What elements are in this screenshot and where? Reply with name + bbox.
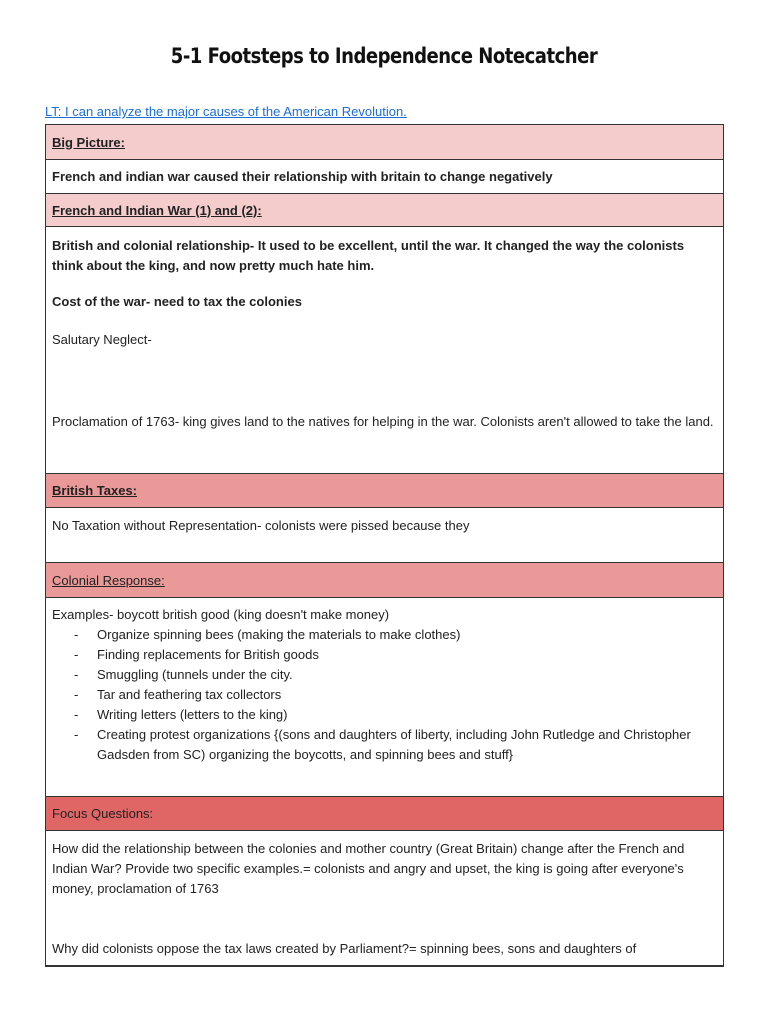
colonial-response-cell[interactable]: [46, 597, 723, 796]
big-picture-cell[interactable]: French and indian war caused their relationship with britain to change negatively: [46, 159, 723, 193]
page-title: 5-1 Footsteps to Independence Notecatcher: [170, 44, 598, 68]
list-item: - Tar and feathering tax collectors: [74, 685, 717, 705]
focus-q2-text: Why did colonists oppose the tax laws created by Parliament?= spinning bees, sons and daughters of: [52, 941, 637, 956]
list-item: - Creating protest organizations {(sons and daughters of liberty, including John Rutledge and Christopher Gadsden from SC) organizing the boycotts, and spinning bees and stuff}: [74, 725, 717, 765]
british-taxes-header: British Taxes:: [46, 473, 723, 507]
fiw-proclamation-text: Proclamation of 1763- king gives land to the natives for helping in the war. Colonists aren't allowed to take the land.: [52, 414, 714, 429]
big-picture-header: Big Picture:: [46, 125, 723, 159]
list-item: - Smuggling (tunnels under the city.: [74, 665, 717, 685]
taxes-text: No Taxation without Representation- colonists were pissed because they: [52, 518, 470, 533]
fiw-salutary-text: Salutary Neglect-: [52, 332, 152, 347]
response-list: [74, 625, 717, 765]
colonial-response-header: Colonial Response:: [46, 562, 723, 597]
fiw-cost-text: Cost of the war- need to tax the colonies: [52, 294, 302, 309]
list-item: - Writing letters (letters to the king): [74, 705, 717, 725]
response-intro-text: Examples- boycott british good (king doesn't make money): [52, 607, 390, 622]
list-item: - Finding replacements for British goods: [74, 645, 717, 665]
focus-q1-text: How did the relationship between the colonies and mother country (Great Britain) change after the French and Indian War? Provide two specific examples.= colonists and angry and upset, the king is going after everyone's money, proclamation of 1763: [52, 841, 685, 896]
british-taxes-cell[interactable]: [46, 507, 723, 562]
focus-questions-cell[interactable]: [46, 830, 723, 965]
fiw-header: French and Indian War (1) and (2):: [46, 193, 723, 226]
learning-target-link[interactable]: LT: I can analyze the major causes of the American Revolution.: [45, 104, 407, 119]
list-item: - Organize spinning bees (making the materials to make clothes): [74, 625, 717, 645]
fiw-relationship-text: British and colonial relationship- It used to be excellent, until the war. It changed the way the colonists think about the king, and now pretty much hate him.: [52, 238, 685, 273]
notes-table: [45, 124, 724, 967]
focus-questions-header: Focus Questions:: [46, 796, 723, 830]
fiw-cell[interactable]: [46, 226, 723, 473]
